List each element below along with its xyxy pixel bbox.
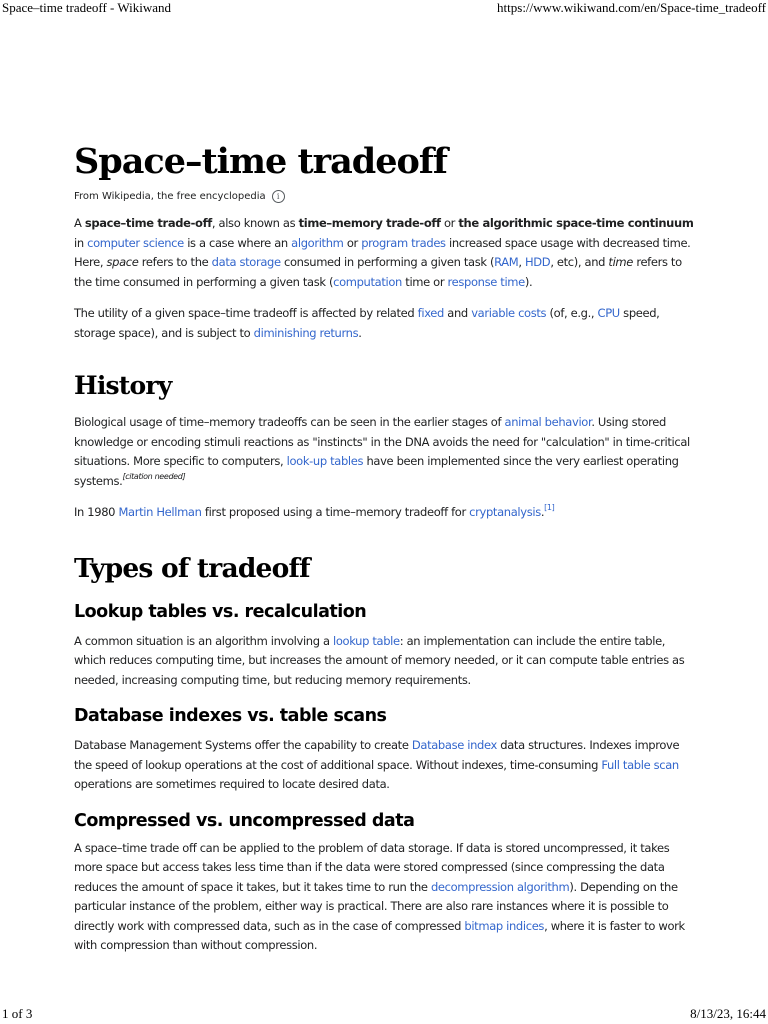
text: time or [401, 274, 448, 289]
print-page-number: 1 of 3 [2, 1006, 33, 1021]
link-computer-science[interactable]: computer science [87, 235, 184, 250]
text: : an implementation can include the entire table, which reduces computing time, but increases the amount of memory needed, or it can compute table entries as needed, increasing computing time, but reducing memory requirements. [74, 633, 685, 687]
bold-term: space–time trade-off [84, 216, 212, 230]
article [74, 138, 694, 956]
link-computation[interactable]: computation [333, 274, 402, 289]
section-heading-types-of-tradeoff: Types of tradeoff [74, 552, 310, 584]
info-icon[interactable]: i [272, 190, 285, 203]
link-full-table-scan[interactable]: Full table scan [601, 757, 679, 772]
compressed-data-paragraph [74, 839, 694, 956]
print-header [0, 0, 768, 16]
text: . Using stored knowledge or encoding stimuli reactions as "instincts" in the DNA avoids the need for "calculation" in time-critical situations. More specific to computers, [74, 415, 690, 468]
text: A [74, 216, 85, 230]
text: increased space usage with decreased time. Here, [74, 235, 691, 269]
database-indexes-paragraph [74, 736, 694, 795]
print-url: https://www.wikiwand.com/en/Space-time_tradeoff [497, 0, 766, 15]
italic-term: time [608, 255, 634, 269]
subsection-heading-compressed-data: Compressed vs. uncompressed data [74, 810, 415, 831]
text: A common situation is an algorithm involving a [74, 633, 333, 648]
text: , [518, 255, 525, 269]
link-variable-costs[interactable]: variable costs [471, 306, 547, 320]
section-heading-history: History [74, 371, 172, 400]
link-algorithm[interactable]: algorithm [291, 235, 344, 250]
text: . [540, 505, 545, 519]
link-martin-hellman[interactable]: Martin Hellman [118, 505, 202, 519]
text: first proposed using a time–memory tradeoff for [201, 505, 470, 519]
link-look-up-tables[interactable]: look-up tables [286, 454, 364, 468]
text: in [74, 235, 88, 250]
print-footer [0, 1006, 768, 1022]
history-paragraph-2 [74, 503, 694, 523]
text: and [443, 306, 472, 320]
link-cryptanalysis[interactable]: cryptanalysis [469, 505, 541, 519]
subsection-heading-lookup-tables: Lookup tables vs. recalculation [74, 601, 367, 622]
text: ). Depending on the particular instance of the problem, either way is practical. There are also rare instances where it is possible to directly work with compressed data, such as in the case of compressed [74, 879, 678, 933]
text: consumed in performing a given task ( [280, 255, 495, 269]
text: , where it is faster to work with compression than without compression. [74, 918, 685, 952]
lookup-tables-paragraph [74, 632, 694, 691]
link-ram[interactable]: RAM [494, 255, 519, 269]
link-program-trades[interactable]: program trades [361, 235, 446, 250]
intro-paragraph-2 [74, 304, 694, 343]
link-decompression-algorithm[interactable]: decompression algorithm [430, 879, 570, 894]
from-wikipedia-text: From Wikipedia, the free encyclopedia [74, 190, 266, 202]
bold-term: time–memory trade-off [298, 216, 441, 230]
text: have been implemented since the very earliest operating systems. [74, 454, 679, 488]
text: ). [524, 274, 533, 289]
text: , etc), and [550, 255, 609, 269]
print-datetime: 8/13/23, 16:44 [690, 1006, 766, 1021]
text: Database Management Systems offer the capability to create [74, 738, 412, 752]
intro-paragraph-1 [74, 214, 694, 292]
text: speed, storage space), and is subject to [74, 306, 660, 340]
text: data structures. Indexes improve the speed of lookup operations at the cost of additional space. Without indexes, time-consuming [74, 738, 680, 772]
citation-needed-note[interactable]: [citation needed] [122, 471, 186, 481]
reference-1[interactable]: [1] [544, 503, 555, 512]
text: refers to the time consumed in performing a given task ( [74, 255, 682, 289]
bold-term: the algorithmic space-time continuum [458, 216, 694, 230]
print-page-title: Space–time tradeoff - Wikiwand [2, 0, 172, 15]
page-title: Space–time tradeoff [74, 141, 447, 182]
link-bitmap-indices[interactable]: bitmap indices [464, 918, 545, 933]
text: refers to the [138, 255, 212, 269]
link-response-time[interactable]: response time [447, 274, 525, 289]
text: (of, e.g., [546, 306, 598, 320]
text: , also known as [211, 216, 299, 230]
history-paragraph-1 [74, 413, 694, 491]
link-diminishing-returns[interactable]: diminishing returns [253, 325, 359, 340]
link-hdd[interactable]: HDD [525, 255, 551, 269]
text: is a case where an [183, 235, 292, 250]
subsection-heading-database-indexes: Database indexes vs. table scans [74, 706, 387, 726]
text: . [358, 325, 362, 340]
text: or [343, 235, 362, 250]
text: A space–time trade off can be applied to the problem of data storage. If data is stored uncompressed, it takes more space but access takes less time than if the data were stored compressed (since compressing the data reduces the amount of space it takes, but it takes time to run the [74, 840, 670, 894]
italic-term: space [106, 255, 139, 269]
link-data-storage[interactable]: data storage [211, 255, 281, 269]
text: operations are sometimes required to locate desired data. [74, 777, 390, 791]
link-cpu[interactable]: CPU [597, 306, 620, 320]
text: or [440, 216, 459, 230]
from-wikipedia-line [74, 186, 694, 206]
link-fixed[interactable]: fixed [417, 306, 444, 320]
text: In 1980 [74, 505, 119, 519]
text: Biological usage of time–memory tradeoffs can be seen in the earlier stages of [74, 415, 505, 429]
text: The utility of a given space–time tradeoff is affected by related [74, 306, 418, 320]
link-lookup-table[interactable]: lookup table [333, 633, 400, 648]
link-database-index[interactable]: Database index [411, 738, 497, 752]
link-animal-behavior[interactable]: animal behavior [504, 415, 592, 429]
